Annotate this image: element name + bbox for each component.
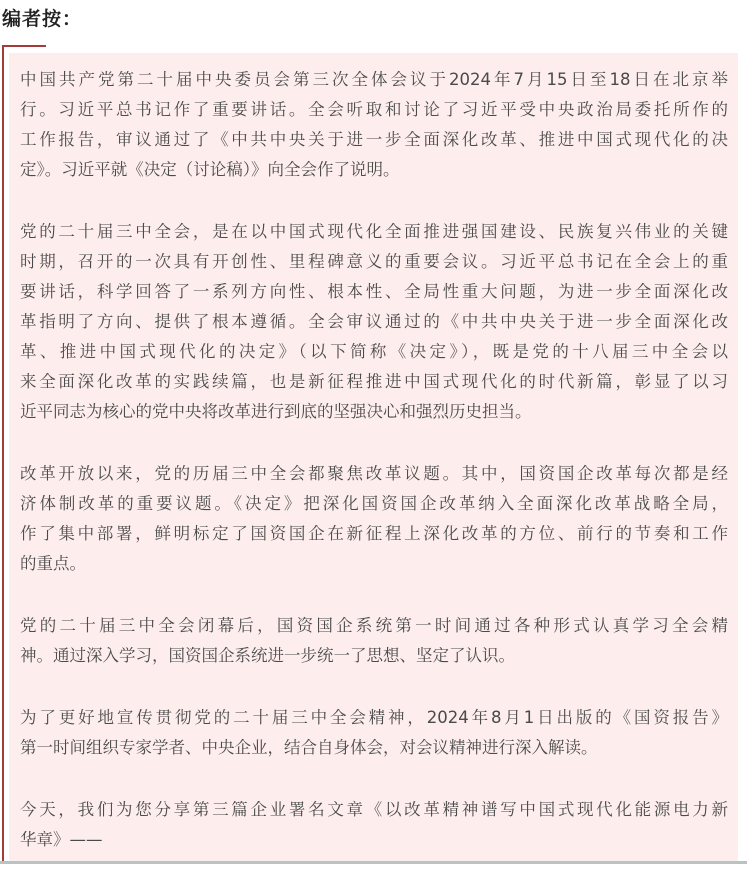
editor-note-title: 编者按： xyxy=(2,8,83,30)
paragraph-line: 工作报告，审议通过了《中共中央关于进一步全面深化改革、推进中国式现代化的决 xyxy=(20,130,728,149)
paragraph-line: 第一时间组织专家学者、中央企业，结合自身体会，对会议精神进行深入解读。 xyxy=(20,738,598,757)
paragraph-line: 为了更好地宣传贯彻党的二十届三中全会精神，2024年8月1日出版的《国资报告》 xyxy=(20,708,728,727)
paragraph-line: 来全面深化改革的实践续篇，也是新征程推进中国式现代化的时代新篇，彰显了以习 xyxy=(20,372,728,391)
editor-note-content xyxy=(20,65,728,887)
paragraph-line: 中国共产党第二十届中央委员会第三次全体会议于2024年7月15日至18日在北京举 xyxy=(20,70,728,89)
paragraph xyxy=(20,65,728,185)
paragraph-line: 济体制改革的重要议题。《决定》把深化国资国企改革纳入全面深化改革战略全局， xyxy=(20,494,728,513)
paragraph-line: 近平同志为核心的党中央将改革进行到底的坚强决心和强烈历史担当。 xyxy=(20,402,532,421)
paragraph-line: 定》。习近平就《决定（讨论稿）》向全会作了说明。 xyxy=(20,160,400,179)
paragraph xyxy=(20,611,728,671)
paragraph xyxy=(20,795,728,855)
paragraph xyxy=(20,703,728,763)
paragraph-line: 华章》—— xyxy=(20,830,103,849)
paragraph-line: 党的二十届三中全会闭幕后，国资国企系统第一时间通过各种形式认真学习全会精 xyxy=(20,616,728,635)
paragraph xyxy=(20,217,728,427)
paragraph-line: 党的二十届三中全会，是在以中国式现代化全面推进强国建设、民族复兴伟业的关键 xyxy=(20,222,728,241)
paragraph-line: 神。通过深入学习，国资国企系统进一步统一了思想、坚定了认识。 xyxy=(20,646,515,665)
paragraph-line: 今天，我们为您分享第三篇企业署名文章《以改革精神谱写中国式现代化能源电力新 xyxy=(20,800,728,819)
paragraph-line: 时期，召开的一次具有开创性、里程碑意义的重要会议。习近平总书记在全会上的重 xyxy=(20,252,728,271)
paragraph-line: 的重点。 xyxy=(20,554,86,573)
corner-bracket-top xyxy=(2,45,46,47)
corner-bracket-left xyxy=(2,45,4,861)
paragraph-line: 改革开放以来，党的历届三中全会都聚焦改革议题。其中，国资国企改革每次都是经 xyxy=(20,464,728,483)
paragraph-line: 革指明了方向、提供了根本遵循。全会审议通过的《中共中央关于进一步全面深化改 xyxy=(20,312,728,331)
paragraph-line: 革、推进中国式现代化的决定》（以下简称《决定》），既是党的十八届三中全会以 xyxy=(20,342,728,361)
paragraph xyxy=(20,459,728,579)
paragraph-line: 作了集中部署，鲜明标定了国资国企在新征程上深化改革的方位、前行的节奏和工作 xyxy=(20,524,728,543)
paragraph-line: 行。习近平总书记作了重要讲话。全会听取和讨论了习近平受中央政治局委托所作的 xyxy=(20,100,728,119)
paragraph-line: 要讲话，科学回答了一系列方向性、根本性、全局性重大问题，为进一步全面深化改 xyxy=(20,282,728,301)
